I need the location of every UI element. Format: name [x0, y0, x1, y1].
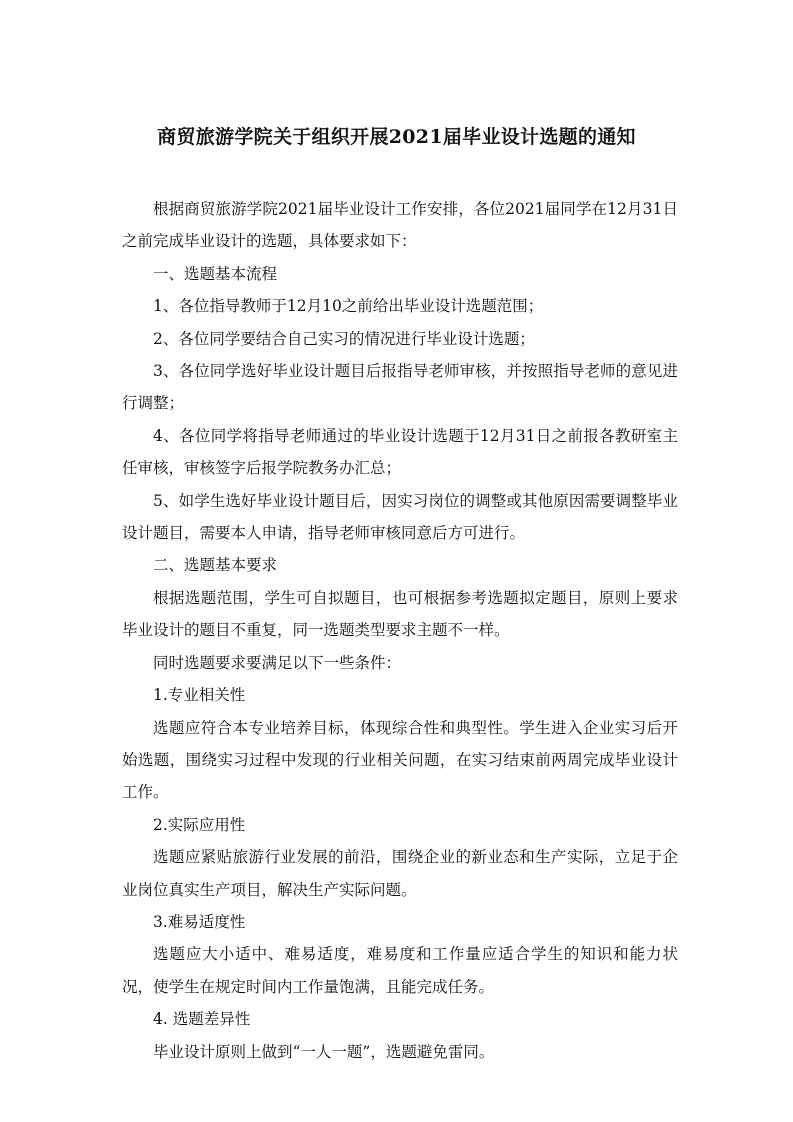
conditions-intro: 同时选题要求要满足以下一些条件： [153, 653, 402, 672]
intro-paragraph: 根据商贸旅游学院2021届毕业设计工作安排，各位2021届同学在12月31日之前完成毕业设计的选题，具体要求如下： [122, 200, 678, 251]
section-heading-requirements: 二、选题基本要求 [153, 556, 278, 575]
process-step-5: 5、如学生选好毕业设计题目后，因实习岗位的调整或其他原因需要调整毕业设计题目，需要本人申请，指导老师审核同意后方可进行。 [122, 491, 678, 543]
document-title: 商贸旅游学院关于组织开展2021届毕业设计选题的通知 [157, 126, 636, 148]
condition-text-2: 选题应紧贴旅游行业发展的前沿，围绕企业的新业态和生产实际，立足于企业岗位真实生产项目，解决生产实际问题。 [122, 848, 678, 899]
section-heading-process: 一、选题基本流程 [153, 264, 278, 283]
condition-text-1: 选题应符合本专业培养目标，体现综合性和典型性。学生进入企业实习后开始选题，围绕实习过程中发现的行业相关问题，在实习结束前两周完成毕业设计工作。 [122, 718, 678, 802]
process-step-4: 4、各位同学将指导老师通过的毕业设计选题于12月31日之前报各教研室主任审核，审核签字后报学院教务办汇总； [122, 426, 678, 478]
document-body [122, 193, 678, 1068]
condition-heading-4: 4. 选题差异性 [153, 1010, 251, 1029]
condition-text-4: 毕业设计原则上做到“一人一题”，选题避免雷同。 [153, 1042, 495, 1061]
condition-heading-3: 3.难易适度性 [153, 912, 246, 931]
process-step-3: 3、各位同学选好毕业设计题目后报指导老师审核，并按照指导老师的意见进行调整； [122, 362, 678, 413]
process-step-2: 2、各位同学要结合自己实习的情况进行毕业设计选题； [153, 329, 535, 348]
condition-text-3: 选题应大小适中、难易适度，难易度和工作量应适合学生的知识和能力状况，使学生在规定时间内工作量饱满，且能完成任务。 [122, 945, 678, 996]
process-step-1: 1、各位指导教师于12月10之前给出毕业设计选题范围； [153, 297, 544, 316]
condition-heading-1: 1.专业相关性 [153, 686, 246, 705]
requirements-paragraph: 根据选题范围，学生可自拟题目，也可根据参考选题拟定题目，原则上要求毕业设计的题目不重复，同一选题类型要求主题不一样。 [122, 588, 678, 640]
condition-heading-2: 2.实际应用性 [153, 815, 246, 834]
